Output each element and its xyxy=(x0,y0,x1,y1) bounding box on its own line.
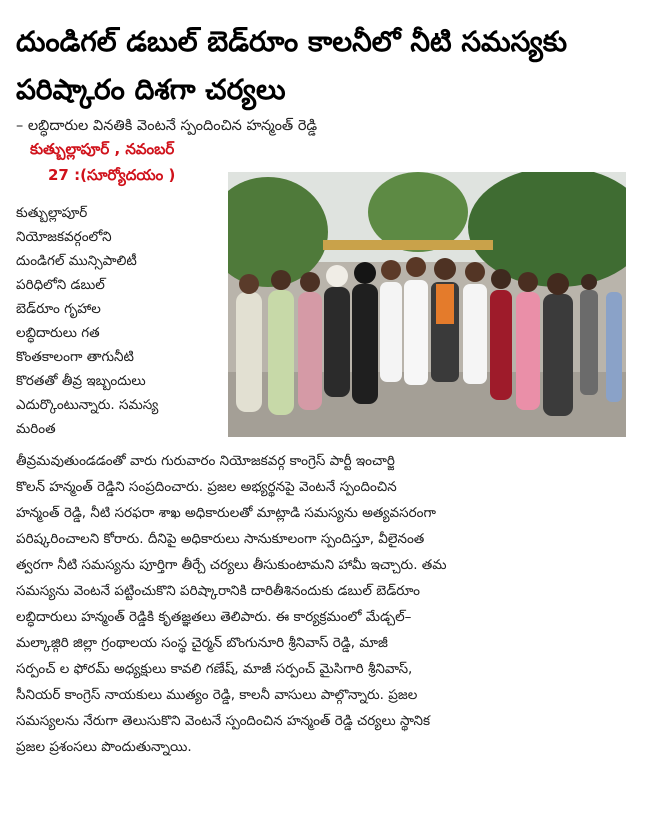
body-line: సమస్యలను నేరుగా తెలుసుకొని వెంటనే స్పందించిన హన్మంత్ రెడ్డి చర్యలు స్థానిక xyxy=(16,713,431,729)
body-column-line: బెడ్‌రూం గృహాల xyxy=(16,301,101,317)
body-line: త్వరగా నీటి సమస్యను పూర్తిగా తీర్చే చర్యలు తీసుకుంటామని హామీ ఇచ్చారు. తమ xyxy=(16,557,447,573)
body-line: ప్రజల ప్రశంసలు పొందుతున్నాయి. xyxy=(16,739,192,755)
body-line: సమస్యను వెంటనే పట్టించుకొని పరిష్కారానికి దారితీశినందుకు డబుల్ బెడ్‌రూం xyxy=(16,583,421,599)
body-column-line: కుత్బుల్లాపూర్ xyxy=(16,205,88,221)
body-line: హన్మంత్ రెడ్డి, నీటి సరఫరా శాఖ అధికారులతో మాట్లాడి సమస్యను అత్యవసరంగా xyxy=(16,505,436,521)
body-column-line: పరిధిలోని డబుల్ xyxy=(16,277,105,293)
headline-line-2: పరిష్కారం దిశగా చర్యలు xyxy=(16,73,286,106)
body-line: సీనియర్ కాంగ్రెస్ నాయకులు ముత్యం రెడ్డి, కాలనీ వాసులు పాల్గొన్నారు. ప్రజల xyxy=(16,687,418,703)
body-column-line: లబ్ధిదారులు గత xyxy=(16,325,100,341)
body-column-line: నియోజకవర్గంలోని xyxy=(16,229,112,245)
body-column-line: మరింత xyxy=(16,421,56,437)
headline-line-1: దుండిగల్ డబుల్ బెడ్‌రూం కాలనీలో నీటి సమస్యకు xyxy=(16,25,568,58)
dateline-line-2: 27 :(సూర్యోదయం ) xyxy=(48,166,176,184)
body-column-line: దుండిగల్ మున్సిపాలిటీ xyxy=(16,253,137,269)
dateline-line-1: కుత్బుల్లాపూర్ , నవంబర్ xyxy=(30,140,175,158)
body-line: తీవ్రమవుతుండడంతో వారు గురువారం నియోజకవర్గ కాంగ్రెస్ పార్టీ ఇంచార్జి xyxy=(16,453,395,469)
group-photo-image xyxy=(228,172,626,437)
body-line: సర్పంచ్ ల ఫోరమ్ అధ్యక్షులు కావలి గణేష్, మాజీ సర్పంచ్ మైసిగారి శ్రీనివాస్, xyxy=(16,661,413,677)
body-column-line: ఎదుర్కొంటున్నారు. సమస్య xyxy=(16,397,159,413)
news-photo xyxy=(228,172,626,437)
body-line: లబ్ధిదారులు హన్మంత్ రెడ్డికి కృతజ్ఞతలు తెలిపారు. ఈ కార్యక్రమంలో మేడ్చల్– xyxy=(16,609,412,625)
body-line: కొలన్ హన్మంత్ రెడ్డిని సంప్రదించారు. ప్రజల అభ్యర్థనపై వెంటనే స్పందించిన xyxy=(16,479,397,495)
body-column-line: కొరతతో తీవ్ర ఇబ్బందులు xyxy=(16,373,146,389)
body-column-line: కొంతకాలంగా తాగునీటి xyxy=(16,349,134,365)
body-line: పరిష్కరించాలని కోరారు. దీనిపై అధికారులు సానుకూలంగా స్పందిస్తూ, వీలైనంత xyxy=(16,531,425,547)
subheadline: – లబ్ధిదారుల వినతికి వెంటనే స్పందించిన హన్మంత్ రెడ్డి xyxy=(16,118,318,134)
body-line: మల్కాజ్గిరి జిల్లా గ్రంథాలయ సంస్థ చైర్మన్ బొంగునూరి శ్రీనివాస్ రెడ్డి, మాజీ xyxy=(16,635,388,651)
